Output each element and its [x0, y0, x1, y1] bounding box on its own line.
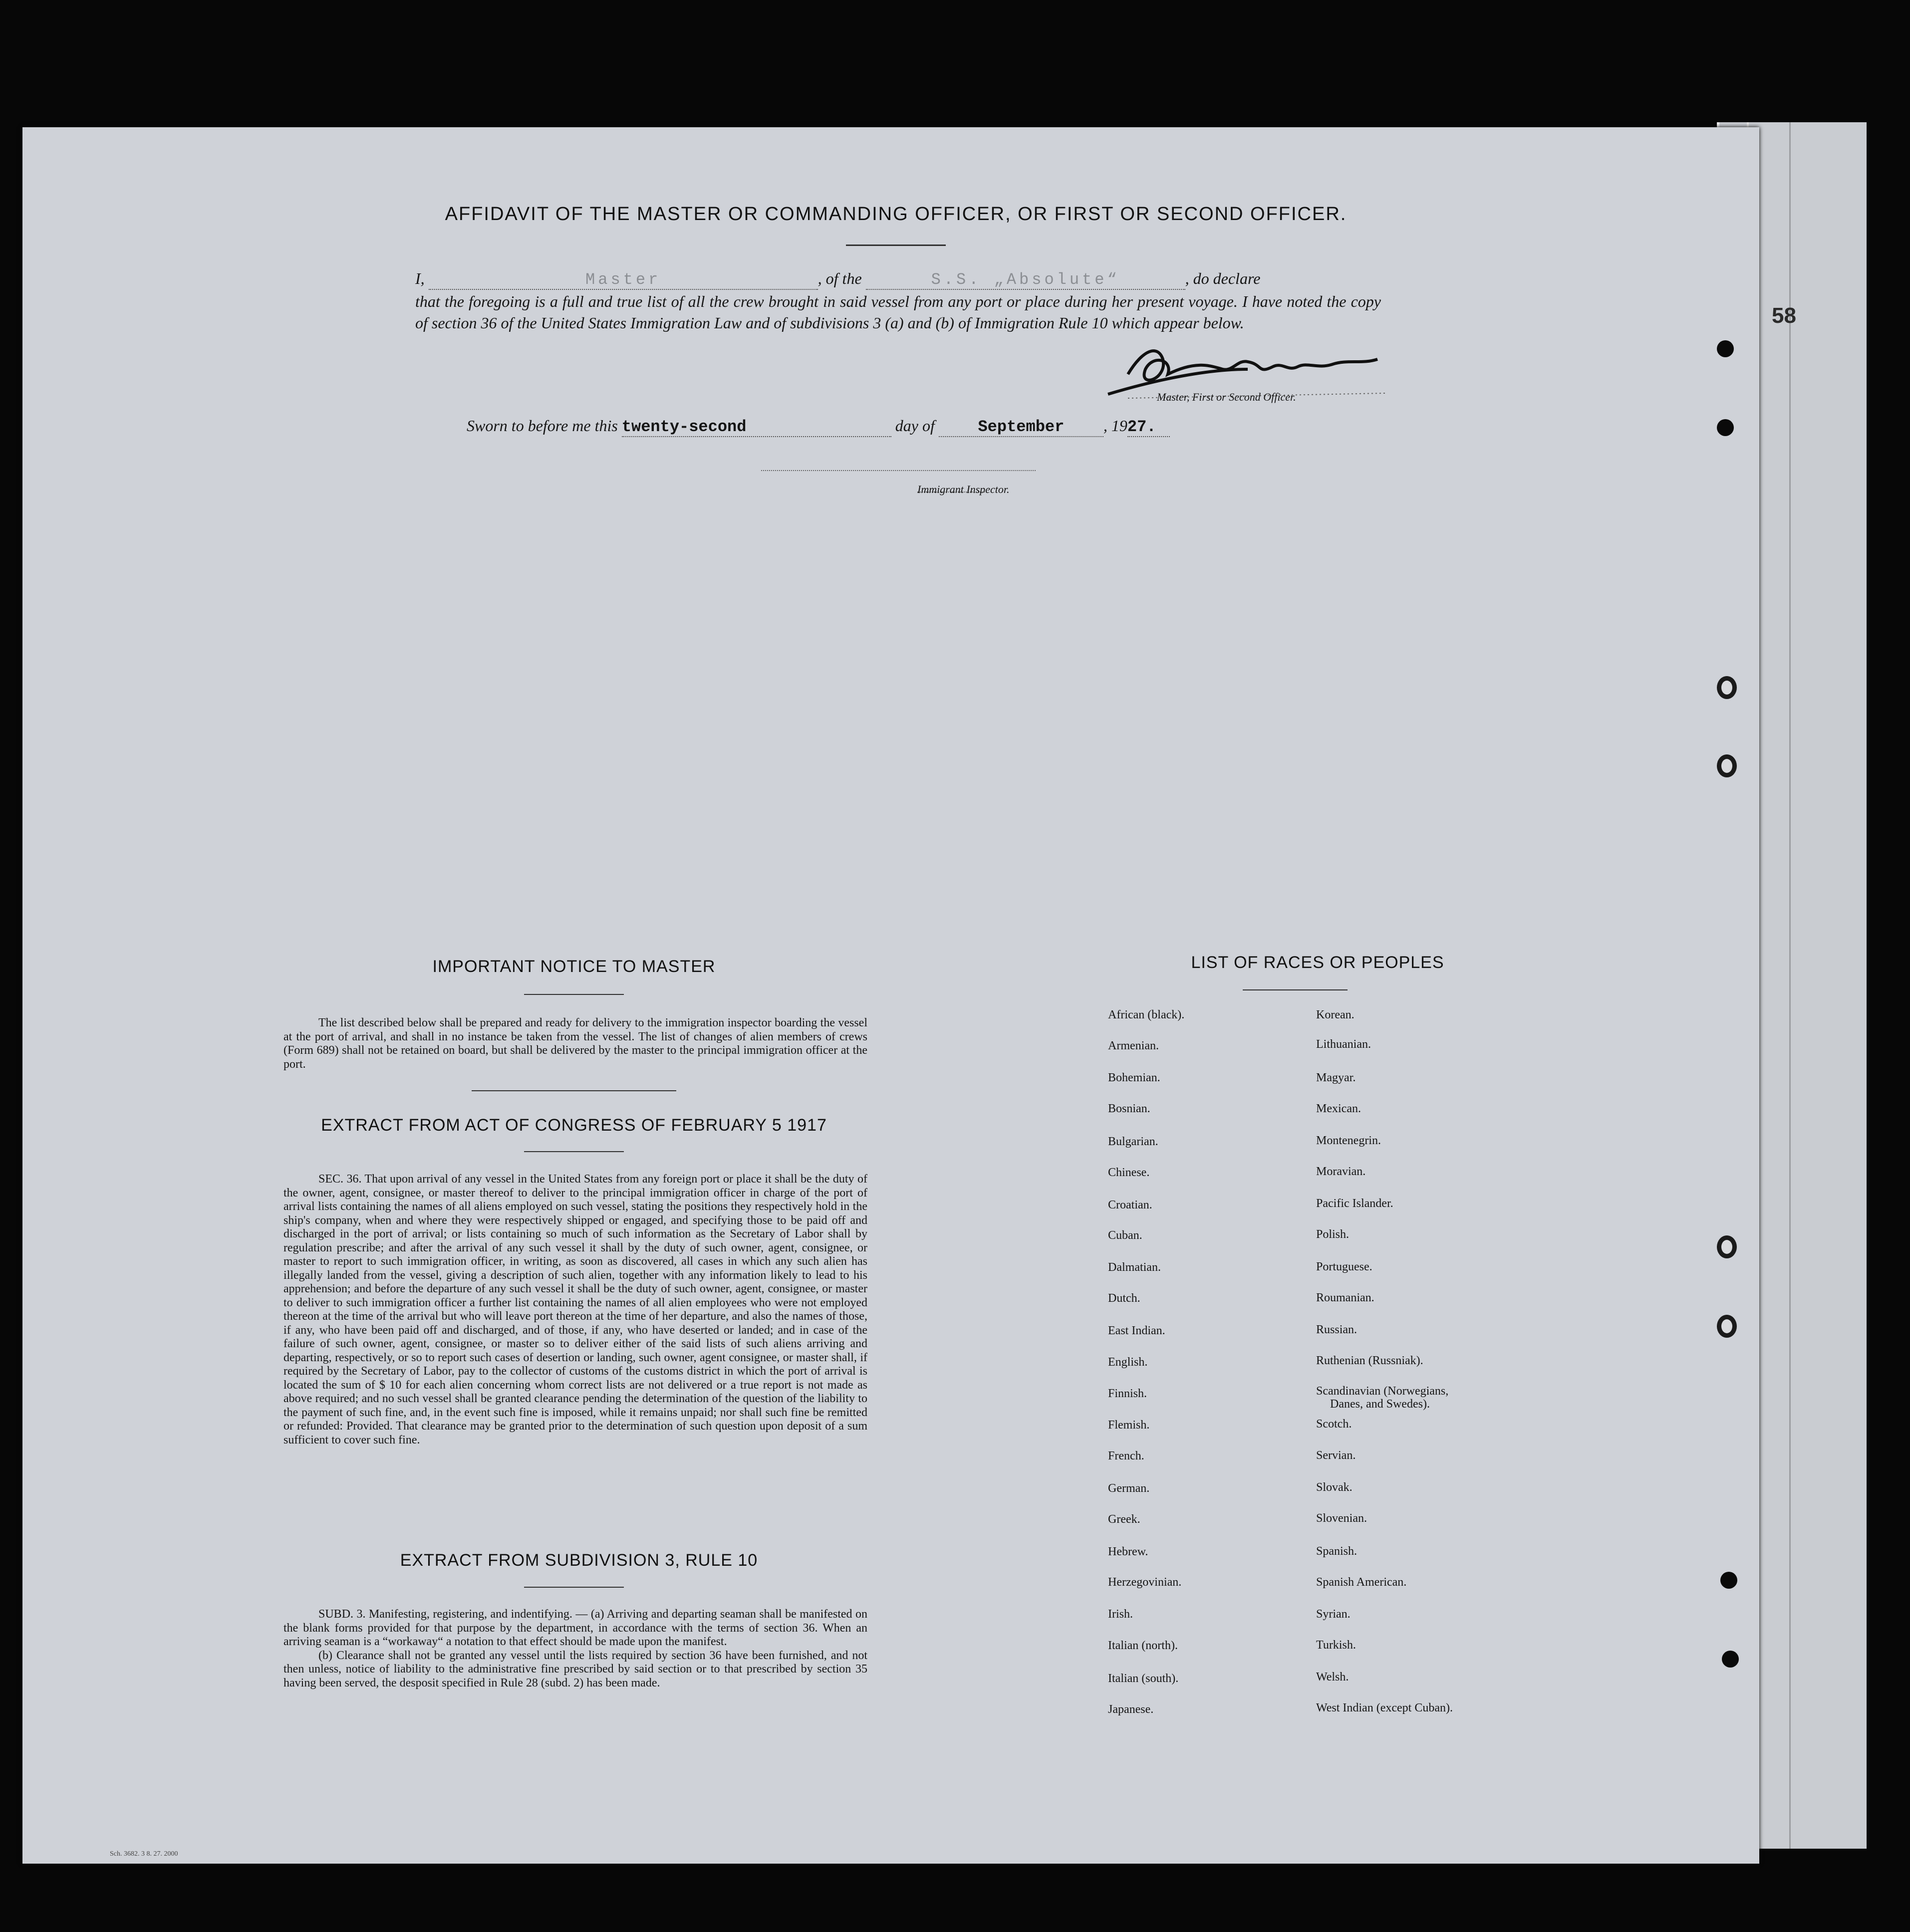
race-left-item: Dalmatian.: [1108, 1261, 1161, 1274]
binder-hole-icon: [1717, 1235, 1737, 1258]
race-right-item: Magyar.: [1316, 1071, 1356, 1084]
race-right-item: Lithuanian.: [1316, 1038, 1371, 1051]
binder-hole-icon: [1717, 1315, 1737, 1338]
race-left-item: East Indian.: [1108, 1324, 1165, 1337]
form-number: Sch. 3682. 3 8. 27. 2000: [110, 1850, 178, 1858]
race-left-item: Herzegovinian.: [1108, 1576, 1182, 1589]
race-right-item: Scandinavian (Norwegians,: [1316, 1385, 1449, 1398]
race-left-item: Cuban.: [1108, 1229, 1142, 1242]
master-name: Master: [585, 270, 661, 289]
master-signature: [1098, 339, 1387, 399]
race-left-item: Hebrew.: [1108, 1545, 1148, 1558]
sworn-year: 27.: [1127, 418, 1156, 436]
race-right-item: Syrian.: [1316, 1608, 1351, 1621]
race-right-item: Pacific Islander.: [1316, 1197, 1393, 1210]
race-left-item: Irish.: [1108, 1608, 1133, 1621]
race-left-item: Bulgarian.: [1108, 1135, 1158, 1148]
race-left-item: German.: [1108, 1482, 1150, 1495]
manifest-page: [22, 127, 1759, 1864]
race-left-item: Dutch.: [1108, 1292, 1140, 1305]
race-left-item: Greek.: [1108, 1513, 1140, 1526]
affidavit-declaration-line: I, Master , of the S.S. „Absolute“ , do declare: [415, 269, 1261, 289]
race-right-item: Moravian.: [1316, 1165, 1366, 1178]
race-right-item: Portuguese.: [1316, 1260, 1372, 1273]
race-right-item: Welsh.: [1316, 1671, 1349, 1684]
binder-hole-icon: [1717, 340, 1734, 357]
race-left-item: Bohemian.: [1108, 1071, 1160, 1084]
act-title: EXTRACT FROM ACT OF CONGRESS OF FEBRUARY 5 1917: [321, 1116, 827, 1135]
races-title: LIST OF RACES OR PEOPLES: [1191, 953, 1444, 972]
race-right-item: Slovak.: [1316, 1481, 1353, 1494]
rule-text: SUBD. 3. Manifesting, registering, and indentifying. — (a) Arriving and departing seaman shall be manifested on the blank forms provided for that purpose by the department, in accordance with the terms of section 36. When an arriving seaman is a “workaway“ a notation to that effect should be made upon the manifest. (b) Clearance shall not be granted any vessel until the lists required by section 36 have been furnished, and not then unless, notice of liability to the administrative fine prescribed by said section or to that prescribed by section 35 having been served, the desposit specified in Rule 28 (subd. 2) has been made.: [283, 1608, 867, 1690]
affidavit-body: that the foregoing is a full and true list of all the crew brought in said vessel from any port or place during her present voyage. I have noted the copy of section 36 of the United States Immigration Law and of subdivisions 3 (a) and (b) of Immigration Rule 10 which appear below.: [415, 292, 1381, 332]
binder-hole-icon: [1717, 676, 1737, 699]
race-left-item: English.: [1108, 1356, 1148, 1369]
race-right-item: Russian.: [1316, 1323, 1358, 1336]
act-text: SEC. 36. That upon arrival of any vessel in the United States from any foreign port or place it shall be the duty of the owner, agent, consignee, or master thereof to deliver to the principal immigration officer in charge of the port of arrival lists containing the names of all aliens employed on such vessel, stating the positions they respectively hold in the ship's company, when and where they were respectively shipped or engaged, and specifying those to be paid off and discharged in the port of arrival; or lists containing so much of such information as the Secretary of Labor shall by regulation prescribe; and after the arrival of any such vessel it shall by the duty of such owner, agent, consignee, or master to report to such immigration officer, in writing, as soon as discovered, all cases in which any such alien has illegally landed from the vessel, giving a description of such alien, together with any information likely to lead to his apprehension; and before the departure of any such vessel it shall be the duty of such owner, agent, consignee, or master to deliver to such immigration officer a further list containing the names of all alien employees who were not employed thereon at the time of the arrival but who will leave port thereon at the time of her departure, and also the names of those, if any, who have been paid off and discharged, and of those, if any, who have deserted or landed; and in case of the failure of such owner, agent, consignee, or master so to deliver either of the said lists of such aliens arriving and departing, respectively, or so to report such cases of desertion or landing, such owner, agent consignee, or master shall, if required by the Secretary of Labor, pay to the collector of customs of the customs district in which the port of arrival is located the sum of $ 10 for each alien concerning whom correct lists are not delivered or a true report is not made as above required; and no such vessel shall be granted clearance pending the determination of the question of the liability to the payment of such fine, and, in the event such fine is imposed, while it remains unpaid; nor shall such fine be remitted or refunded: Provided. That clearance may be granted prior to the determination of such question upon deposit of a sum sufficient to cover such fine.: [283, 1173, 867, 1447]
race-left-item: Bosnian.: [1108, 1102, 1150, 1115]
binder-hole-icon: [1717, 419, 1734, 436]
race-right-item: Spanish American.: [1316, 1576, 1407, 1589]
race-left-item: Chinese.: [1108, 1166, 1150, 1179]
binder-hole-icon: [1720, 1572, 1737, 1589]
underlying-page-number: 58: [1772, 303, 1796, 328]
race-right-item: Roumanian.: [1316, 1291, 1374, 1304]
race-left-item: Croatian.: [1108, 1199, 1152, 1211]
race-right-item: Korean.: [1316, 1008, 1355, 1021]
notice-title: IMPORTANT NOTICE TO MASTER: [432, 957, 716, 976]
race-right-item: Montenegrin.: [1316, 1134, 1381, 1147]
sworn-line: Sworn to before me this twenty-second day of September , 1927.: [467, 417, 1170, 437]
sworn-month: September: [978, 418, 1065, 436]
vessel-name: S.S. „Absolute“: [931, 270, 1120, 289]
race-right-item: Slovenian.: [1316, 1512, 1367, 1525]
race-left-item: Italian (north).: [1108, 1639, 1178, 1652]
affidavit-title: AFFIDAVIT OF THE MASTER OR COMMANDING OFFICER, OR FIRST OR SECOND OFFICER.: [445, 204, 1347, 225]
race-right-item: Servian.: [1316, 1449, 1356, 1462]
rule-title: EXTRACT FROM SUBDIVISION 3, RULE 10: [400, 1551, 758, 1570]
signature-caption: Master, First or Second Officer.: [1157, 391, 1296, 403]
binder-hole-icon: [1722, 1651, 1739, 1668]
sworn-day: twenty-second: [621, 418, 747, 436]
race-right-item: Spanish.: [1316, 1545, 1358, 1558]
race-right-item: Danes, and Swedes).: [1330, 1398, 1430, 1411]
race-left-item: Italian (south).: [1108, 1672, 1179, 1685]
inspector-caption: Immigrant Inspector.: [917, 483, 1010, 495]
race-right-item: Turkish.: [1316, 1639, 1356, 1652]
race-left-item: French.: [1108, 1449, 1144, 1462]
race-right-item: Polish.: [1316, 1228, 1350, 1241]
race-left-item: Finnish.: [1108, 1387, 1147, 1400]
binder-hole-icon: [1717, 754, 1737, 777]
race-left-item: Japanese.: [1108, 1703, 1154, 1716]
race-right-item: West Indian (except Cuban).: [1316, 1701, 1453, 1714]
race-right-item: Scotch.: [1316, 1418, 1352, 1431]
race-right-item: Ruthenian (Russniak).: [1316, 1354, 1423, 1367]
race-right-item: Mexican.: [1316, 1102, 1361, 1115]
notice-text: The list described below shall be prepared and ready for delivery to the immigration inspector boarding the vessel at the port of arrival, and shall in no instance be taken from the vessel. The list of changes of alien members of crews (Form 689) shall not be retained on board, but shall be delivered by the master to the principal immigration officer at the port.: [283, 1016, 867, 1071]
race-left-item: Armenian.: [1108, 1039, 1159, 1052]
race-left-item: African (black).: [1108, 1008, 1185, 1021]
race-left-item: Flemish.: [1108, 1419, 1150, 1432]
